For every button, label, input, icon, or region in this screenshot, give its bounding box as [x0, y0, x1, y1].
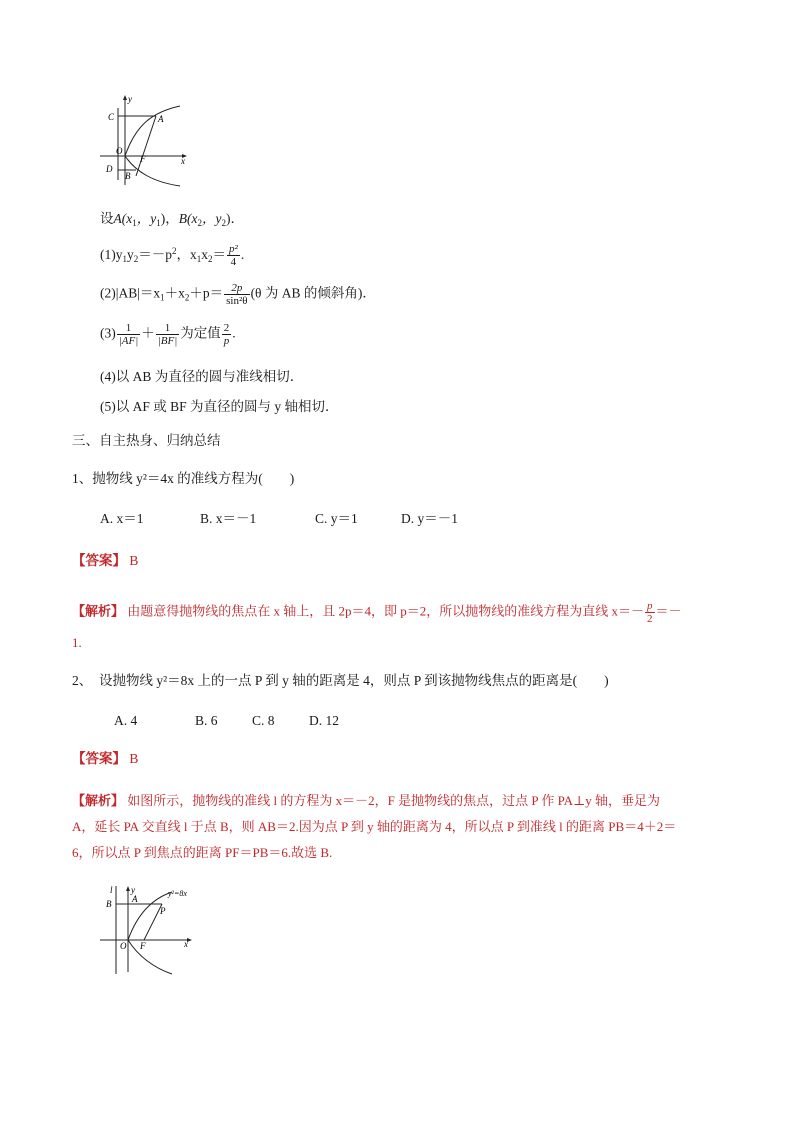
q1-stem: 1、抛物线 y²＝4x 的准线方程为( ) — [72, 471, 295, 486]
fraction-p2-over-4: $\frac{\text{p²}}{4}$ — [229, 243, 238, 269]
focal-chord-figure — [98, 92, 190, 187]
fraction-2p-over-sin2: $\frac{2p}{\text{sin²θ}}$ — [226, 282, 248, 307]
q1-option-c: C. y＝1 — [315, 511, 358, 526]
fraction-1-over-af: $\frac{1}{|AF|}$ — [118, 322, 139, 347]
q2-answer: 【答案】 B — [72, 751, 139, 766]
q2-option-b: B. 6 — [195, 713, 218, 728]
section-title: 三、自主热身、归纳总结 — [72, 433, 221, 448]
parabola-y2-8x-figure — [96, 882, 200, 977]
q2-stem: 2、 设抛物线 y²＝8x 上的一点 P 到 y 轴的距离是 4，则点 P 到该抛物线焦点的距离是( ) — [72, 673, 609, 688]
q2-option-c: C. 8 — [252, 713, 275, 728]
q2-analysis-line2: A，延长 PA 交直线 l 于点 B，则 AB＝2.因为点 P 到 y 轴的距离为 4，所以点 P 到准线 l 的距离 PB＝4＋2＝ — [72, 819, 677, 834]
q2-analysis-line3: 6，所以点 P 到焦点的距离 PF＝PB＝6.故选 B. — [72, 845, 333, 860]
chord-ab — [136, 116, 156, 176]
q2-option-a: A. 4 — [114, 713, 138, 728]
label-d: D — [106, 164, 113, 174]
label-p: P — [160, 906, 166, 916]
label-c: C — [108, 112, 115, 122]
label-curve: y²=8x — [168, 889, 187, 898]
q1-option-b: B. x＝－1 — [200, 511, 257, 526]
fraction-p-over-2: $\frac{p}{2}$ — [647, 600, 653, 625]
fraction-1-over-bf: $\frac{1}{|BF|}$ — [157, 322, 178, 347]
property-4: (4)以 AB 为直径的圆与准线相切． — [100, 369, 304, 384]
q1-analysis: 【解析】 由题意得抛物线的焦点在 x 轴上，且 2p＝4，即 p＝2，所以抛物线的准线方程为直线 x＝－ $\frac{p}{2}$ ＝－ — [72, 600, 682, 625]
label-l: l — [110, 885, 113, 895]
label-y: y — [131, 885, 135, 895]
parabola — [125, 106, 180, 186]
q1-option-d: D. y＝－1 — [401, 511, 458, 526]
property-3: (3) $\frac{1}{|AF|}$ ＋ $\frac{1}{|BF|}$ 为定值 $\frac{2}{p}$ . — [100, 322, 236, 347]
label-a: A — [132, 894, 138, 904]
setup-line: 设$A(x_1$，$y_1$)，$B(x_2$，$y_2$)． — [100, 211, 244, 228]
label-f: F — [140, 941, 146, 951]
label-o: O — [120, 941, 127, 951]
property-5: (5)以 AF 或 BF 为直径的圆与 y 轴相切． — [100, 399, 339, 414]
property-1: $(1)y_1y_2=-p^2$，$x_1x_2=$ $\frac{\text{p²}}{4}$ . — [100, 243, 245, 269]
label-x: x — [184, 939, 188, 949]
label-a: A — [158, 114, 164, 124]
property-2: $(2)|AB|=x_1+x_2+p=$ $\frac{2p}{\text{sin²θ}}$ (θ 为 AB 的倾斜角)． — [100, 282, 376, 307]
q1-option-a: A. x＝1 — [100, 511, 144, 526]
label-x: x — [181, 156, 185, 166]
label-o: O — [116, 146, 123, 156]
label-b: B — [125, 171, 131, 181]
q2-analysis-line1: 【解析】 如图所示，抛物线的准线 l 的方程为 x＝－2，F 是抛物线的焦点，过点 P 作 PA⊥y 轴，垂足为 — [72, 793, 661, 808]
fraction-2-over-p: $\frac{2}{p}$ — [223, 322, 230, 347]
q1-analysis-wrap: 1. — [72, 635, 82, 650]
q1-answer: 【答案】 B — [72, 553, 139, 568]
q2-option-d: D. 12 — [309, 713, 339, 728]
label-f: F — [140, 154, 146, 164]
label-b: B — [106, 899, 112, 909]
label-y: y — [128, 94, 132, 104]
